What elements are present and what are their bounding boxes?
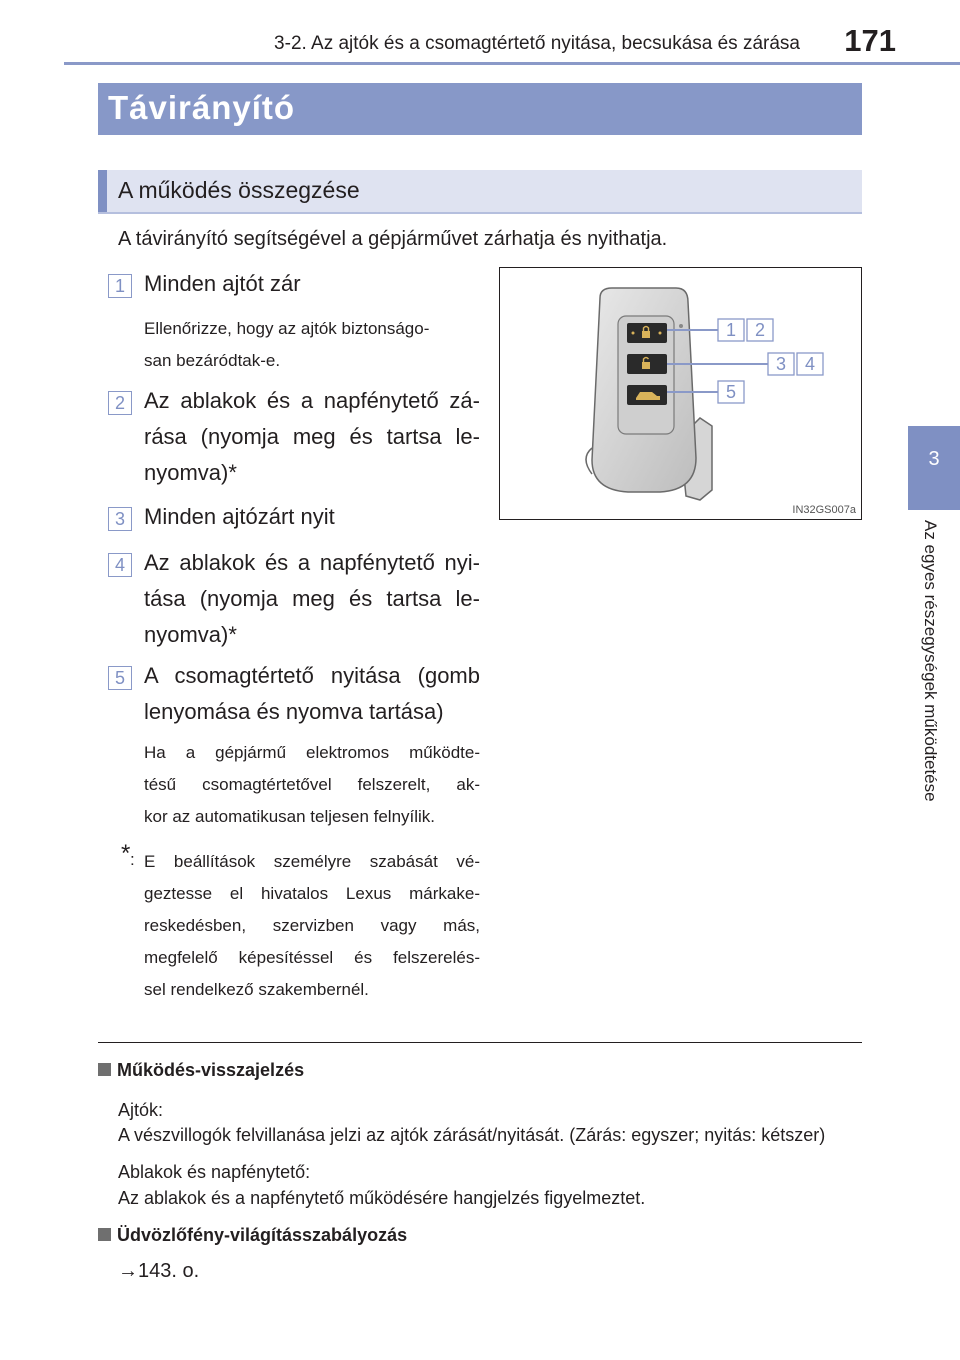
arrow-icon: →	[118, 1260, 138, 1282]
header-rule	[64, 62, 960, 65]
list-item	[144, 383, 480, 491]
footnote-line: E beállítások személyre szabását vé-	[144, 852, 480, 871]
item-line: rása (nyomja meg és tartsa le-	[144, 424, 480, 449]
item-line: nyomva)*	[144, 622, 237, 647]
indicator-led	[679, 324, 683, 328]
footnote-line: geztesse el hivatalos Lexus márkake-	[144, 884, 480, 903]
callout-label: 3	[775, 354, 787, 374]
page-title-bar	[98, 83, 862, 135]
note-line: Ha a gépjármű elektromos működte-	[144, 743, 480, 762]
doors-text: A vészvillogók felvillanása jelzi az ajtók zárását/nyitását. (Zárás: egyszer; nyitás: kétszer)	[118, 1125, 826, 1145]
subtitle: A működés összegzése	[118, 177, 360, 203]
item-note	[144, 313, 480, 377]
fob-edge	[586, 448, 592, 474]
callout-label: 1	[725, 320, 737, 340]
subtitle-accent	[98, 170, 107, 212]
key-fob-figure	[499, 267, 862, 520]
footnote-colon: :	[130, 850, 135, 869]
item-number-badge: 2	[108, 391, 132, 415]
footnote-line: sel rendelkező szakembernél.	[144, 980, 369, 999]
item-line: lenyomása és nyomva tartása)	[144, 699, 444, 724]
item-line: Az ablakok és a napfénytető nyi-	[144, 550, 480, 575]
item-line: tása (nyomja meg és tartsa le-	[144, 586, 480, 611]
bullet-square-icon	[98, 1228, 111, 1241]
item-note	[144, 737, 480, 833]
footnote-line: megfelelő képesítéssel és felszerelés-	[144, 948, 480, 967]
item-line: nyomva)*	[144, 460, 237, 485]
feedback-heading	[98, 1060, 304, 1081]
intro-text: A távirányító segítségével a gépjárművet zárhatja és nyithatja.	[118, 228, 668, 250]
item-line: Minden ajtót zár	[144, 271, 301, 296]
callout-label: 2	[754, 320, 766, 340]
item-number-badge: 3	[108, 507, 132, 531]
footnote-line: reskedésben, szervizben vagy más,	[144, 916, 480, 935]
page-title: Távirányító	[108, 89, 296, 126]
page-reference-text: 143. o.	[138, 1260, 200, 1282]
subtitle-bar	[98, 170, 862, 214]
footnote-marker: *	[121, 840, 131, 867]
page-number: 171	[844, 23, 896, 58]
item-line: A csomagtértető nyitása (gomb	[144, 663, 480, 688]
welcome-heading	[98, 1225, 407, 1246]
callout-label: 4	[804, 354, 816, 374]
chapter-number: 3	[928, 448, 940, 470]
bullet-square-icon	[98, 1063, 111, 1076]
feedback-heading-text: Működés-visszajelzés	[117, 1060, 305, 1080]
item-line: Minden ajtózárt nyit	[144, 504, 335, 529]
list-item	[144, 545, 480, 653]
list-item	[144, 266, 480, 302]
doors-label: Ajtók:	[118, 1100, 164, 1120]
key-fob-illustration	[500, 268, 861, 519]
windows-label: Ablakok és napfénytető:	[118, 1162, 311, 1182]
welcome-heading-text: Üdvözlőfény-világításszabályozás	[117, 1225, 408, 1245]
page-reference	[118, 1260, 199, 1283]
section-header-title: 3-2. Az ajtók és a csomagtértető nyitása, becsukása és zárása	[274, 33, 800, 54]
note-line: tésű csomagtértetővel felszerelt, ak-	[144, 775, 480, 794]
item-number-badge: 1	[108, 274, 132, 298]
chapter-title-vertical	[920, 520, 950, 860]
list-item	[144, 658, 480, 730]
item-number-badge: 4	[108, 553, 132, 577]
callout-label: 5	[725, 382, 737, 402]
footnote-text	[144, 846, 480, 1006]
item-number-badge: 5	[108, 666, 132, 690]
chapter-title: Az egyes részegységek működtetése	[921, 520, 940, 802]
note-line: Ellenőrizze, hogy az ajtók biztonságo-	[144, 319, 430, 338]
note-line: kor az automatikusan teljesen felnyílik.	[144, 807, 436, 826]
section-divider	[98, 1042, 862, 1043]
item-line: Az ablakok és a napfénytető zá-	[144, 388, 480, 413]
note-line: san bezáródtak-e.	[144, 351, 281, 370]
list-item	[144, 499, 480, 535]
windows-text: Az ablakok és a napfénytető működésére hangjelzés figyelmeztet.	[118, 1188, 646, 1208]
figure-code: IN32GS007a	[792, 504, 856, 516]
